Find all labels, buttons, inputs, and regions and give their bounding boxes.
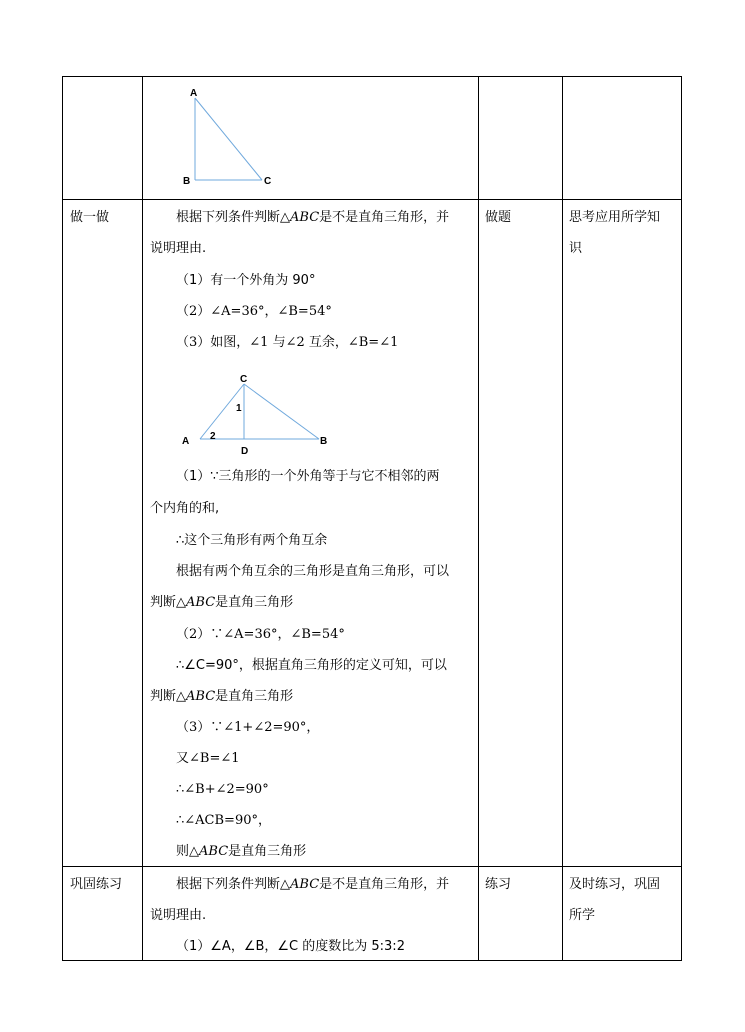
question-line1: 根据下列条件判断△ABC是不是直角三角形，并 (176, 210, 450, 225)
solution-2-line2: ∴∠C=90°，根据直角三角形的定义可知，可以 (176, 658, 447, 673)
solution-2-line3: 判断△ABC是直角三角形 (150, 689, 294, 704)
row-divider-2 (62, 866, 682, 867)
vertex-label-d: D (241, 446, 249, 457)
question-line2: 说明理由. (150, 241, 207, 256)
solution-3-line2: 又∠B=∠1 (176, 751, 240, 766)
angle-label-1: 1 (236, 403, 242, 414)
solution-1-line1: （1）∵三角形的一个外角等于与它不相邻的两 (176, 469, 440, 484)
row-activity-practice: 做题 (485, 210, 512, 225)
solution-1-line5: 判断△ABC是直角三角形 (150, 595, 294, 610)
solution-1-line2: 个内角的和, (150, 501, 220, 516)
angle-label-2: 2 (210, 431, 216, 442)
row-label-practice: 做一做 (70, 210, 110, 225)
solution-3-line1: （3）∵∠1+∠2=90°， (176, 720, 320, 735)
col-divider-2 (478, 76, 479, 961)
row-intent-practice-line1: 思考应用所学知 (569, 210, 661, 225)
table-border-top (62, 76, 682, 77)
solution-3-line3: ∴∠B+∠2=90° (176, 782, 269, 797)
solution-2-line1: （2）∵∠A=36°，∠B=54° (176, 627, 345, 642)
solution-1-line4: 根据有两个角互余的三角形是直角三角形，可以 (176, 564, 450, 579)
vertex-label-b: B (320, 436, 328, 447)
row-divider-1 (62, 199, 682, 200)
solution-3-line4: ∴∠ACB=90°， (176, 813, 271, 828)
row-intent-practice-line2: 识 (569, 241, 583, 256)
triangle-abc-figure (172, 368, 342, 458)
row-label-consolidate: 巩固练习 (70, 877, 123, 892)
col-divider-4 (681, 76, 682, 961)
solution-1-line3: ∴这个三角形有两个角互余 (176, 533, 328, 548)
condition-1: （1）有一个外角为 90° (176, 273, 316, 288)
vertex-label-c: C (264, 176, 272, 187)
vertex-label-c: C (240, 374, 248, 385)
vertex-label-a: A (190, 88, 198, 99)
condition-3: （3）如图，∠1 与∠2 互余，∠B=∠1 (176, 335, 399, 350)
exercise-question-line1: 根据下列条件判断△ABC是不是直角三角形，并 (176, 877, 450, 892)
vertex-label-a: A (182, 436, 190, 447)
condition-2: （2）∠A=36°，∠B=54° (176, 304, 332, 319)
exercise-condition-1: （1）∠A，∠B，∠C 的度数比为 5:3:2 (176, 939, 405, 954)
row-intent-consolidate-line2: 所学 (569, 908, 596, 923)
col-divider-1 (142, 76, 143, 961)
solution-3-line5: 则△ABC是直角三角形 (176, 844, 307, 859)
col-divider-3 (562, 76, 563, 961)
col-divider-0 (62, 76, 63, 961)
row-intent-consolidate-line1: 及时练习，巩固 (569, 877, 661, 892)
exercise-question-line2: 说明理由. (150, 908, 207, 923)
right-triangle-figure (178, 84, 278, 194)
vertex-label-b: B (183, 176, 191, 187)
table-border-bottom (62, 960, 682, 961)
row-activity-consolidate: 练习 (485, 877, 512, 892)
